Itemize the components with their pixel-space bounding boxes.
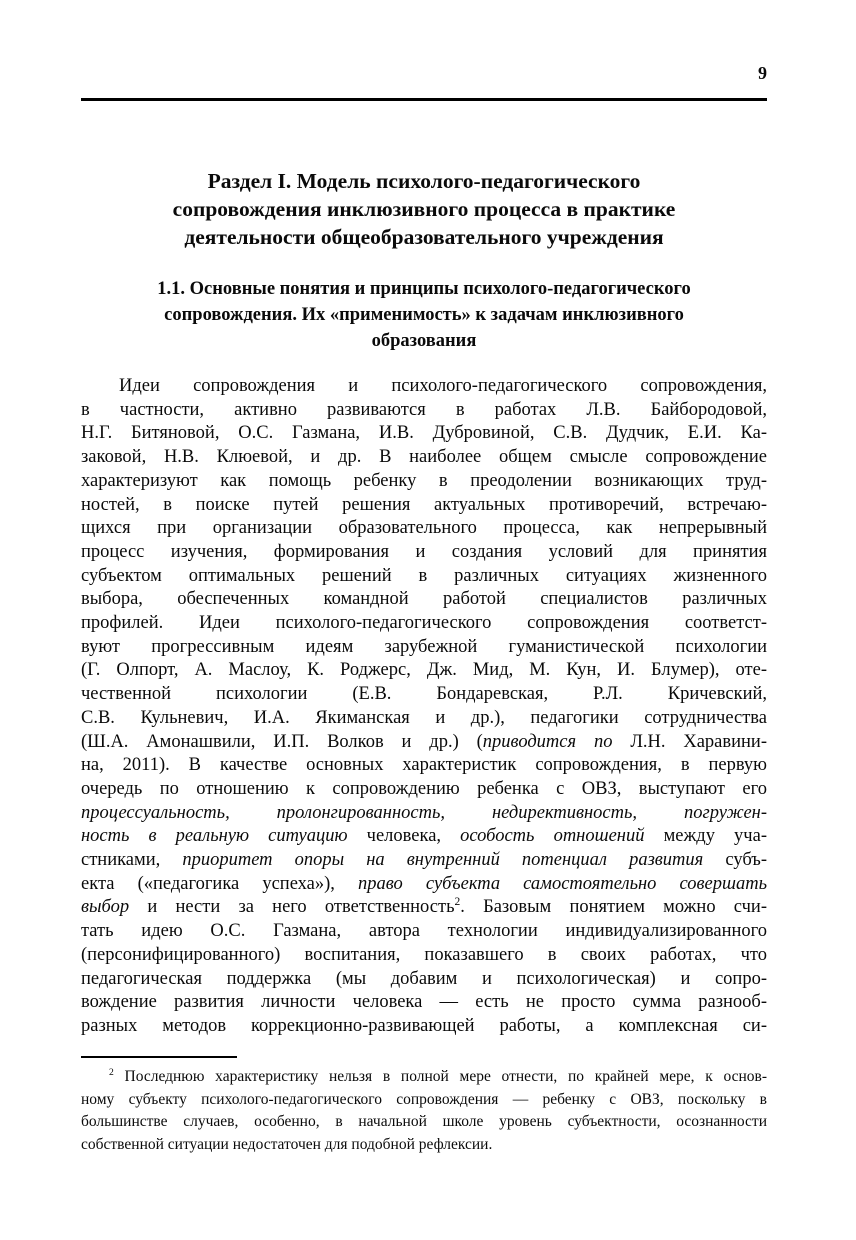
- text-line: выбора, обеспеченных командной работой специалистов различных: [81, 589, 767, 610]
- text-line: собственной ситуации недостаточен для подобной рефлексии.: [81, 1136, 493, 1154]
- text-line: ностей, в поиске путей решения актуальных противоречий, встречаю-: [81, 494, 767, 515]
- text-line: 1.1. Основные понятия и принципы психолого-педагогического: [157, 279, 691, 299]
- text-line: выбор и нести за него ответственность$^2$. Базовым понятием можно счи-: [81, 896, 767, 918]
- body-paragraph: [81, 375, 767, 1039]
- text-line: тать идею О.С. Газмана, автора технологии индивидуализированного: [81, 921, 767, 942]
- text-line: профилей. Идеи психолого-педагогического сопровождения соответст-: [81, 613, 767, 634]
- text-line: ность в реальную ситуацию человека, особость отношений между уча-: [81, 826, 767, 847]
- text-line: (персонифицированного) воспитания, показавшего в своих работах, что: [81, 944, 767, 965]
- text-line: вуют прогрессивным идеям зарубежной гуманистической психологии: [81, 636, 767, 657]
- text-line: деятельности общеобразовательного учреждения: [184, 225, 664, 249]
- text-line: вождение развития личности человека — есть не просто сумма разнооб-: [81, 992, 767, 1013]
- text-line: образования: [371, 331, 477, 351]
- text-line: щихся при организации образовательного процесса, как непрерывный: [81, 518, 767, 539]
- text-line: характеризуют как помощь ребенку в преодолении возникающих труд-: [81, 470, 767, 491]
- text-line: С.В. Кульневич, И.А. Якиманская и др.), педагогики сотрудничества: [81, 707, 767, 728]
- text-line: большинстве случаев, особенно, в начальной школе уровень субъектности, осознанности: [81, 1113, 767, 1131]
- subsection-heading: [81, 276, 767, 354]
- text-line: на, 2011). В качестве основных характеристик сопровождения, в первую: [81, 755, 767, 776]
- footnote: [81, 1066, 767, 1157]
- page-number: 9: [758, 63, 767, 83]
- text-line: в частности, активно развиваются в работах Л.В. Байбородовой,: [81, 399, 767, 420]
- text-line: субъектом оптимальных решений в различных ситуациях жизненного: [81, 565, 767, 586]
- text-line: (Ш.А. Амонашвили, И.П. Волков и др.) (приводится по Л.Н. Харавини-: [81, 731, 767, 752]
- text-line: сопровождения. Их «применимость» к задачам инклюзивного: [164, 305, 684, 325]
- text-line: очередь по отношению к сопровождению ребенка с ОВЗ, выступают его: [81, 778, 767, 799]
- footnote-rule: [81, 1056, 237, 1058]
- header-rule: [81, 98, 767, 101]
- text-line: заковой, Н.В. Клюевой, и др. В наиболее общем смысле сопровождение: [81, 447, 767, 468]
- text-line: процессуальность, пролонгированность, недирективность, погружен-: [81, 802, 767, 823]
- text-line: (Г. Олпорт, А. Маслоу, К. Роджерс, Дж. Мид, М. Кун, И. Блумер), оте-: [81, 660, 767, 681]
- text-line: процесс изучения, формирования и создания условий для принятия: [81, 541, 767, 562]
- text-line: $^2$ Последнюю характеристику нельзя в полной мере отнести, по крайней мере, к основ-: [109, 1066, 767, 1085]
- text-line: Н.Г. Битяновой, О.С. Газмана, И.В. Дубровиной, С.В. Дудчик, Е.И. Ка-: [81, 423, 767, 444]
- text-line: екта («педагогика успеха»), право субъекта самостоятельно совершать: [81, 873, 767, 894]
- text-line: стниками, приоритет опоры на внутренний потенциал развития субъ-: [81, 850, 768, 871]
- text-line: ному субъекту психолого-педагогического сопровождения — ребенку с ОВЗ, поскольку в: [81, 1090, 767, 1108]
- text-line: разных методов коррекционно-развивающей работы, а комплексная си-: [81, 1015, 767, 1036]
- text-line: сопровождения инклюзивного процесса в практике: [172, 197, 676, 221]
- text-line: педагогическая поддержка (мы добавим и психологическая) и сопро-: [81, 968, 767, 989]
- section-heading: [81, 167, 767, 251]
- text-line: чественной психологии (Е.В. Бондаревская, Р.Л. Кричевский,: [81, 684, 767, 705]
- text-line: Идеи сопровождения и психолого-педагогического сопровождения,: [119, 376, 767, 396]
- text-line: Раздел I. Модель психолого-педагогического: [207, 169, 641, 193]
